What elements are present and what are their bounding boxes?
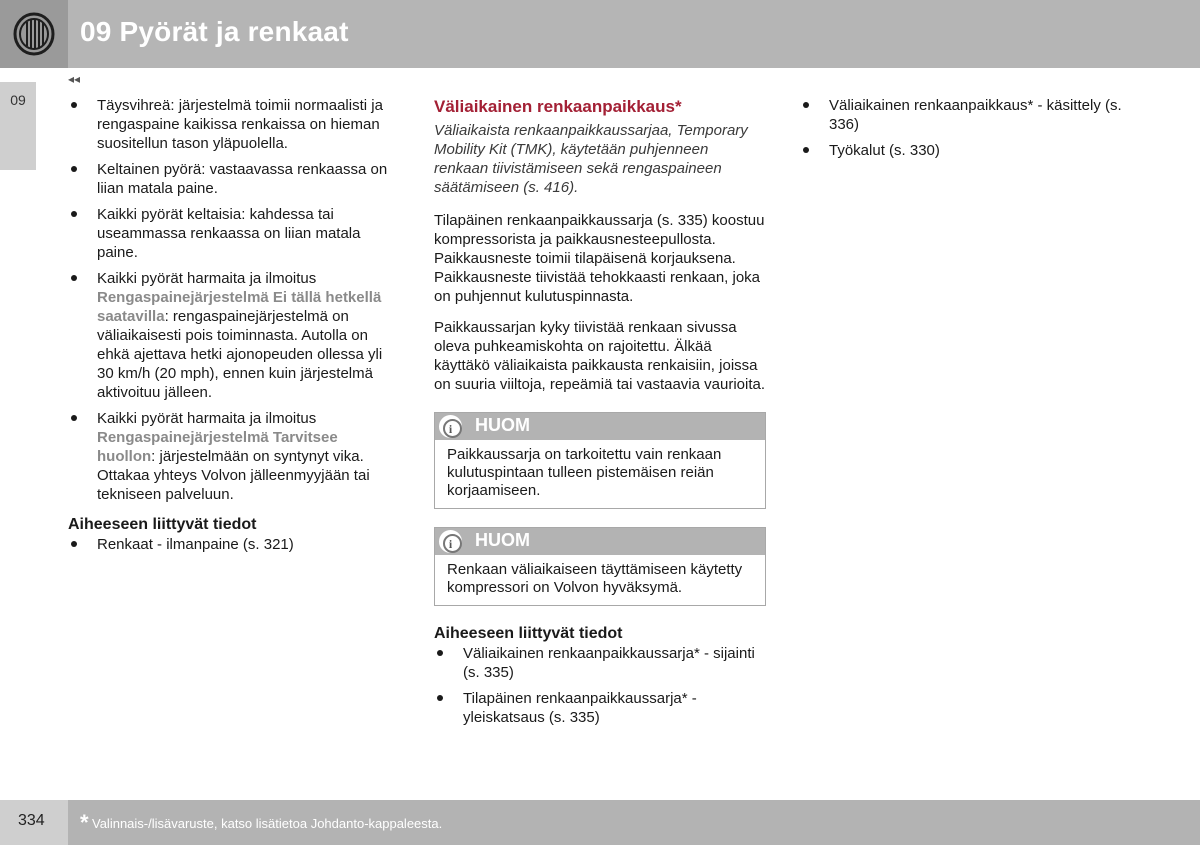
related-link[interactable]: Väliaikainen renkaanpaikkaus* - käsittely (s. 336) (800, 96, 1140, 134)
related-info-heading: Aiheeseen liittyvät tiedot (68, 516, 257, 533)
page-number: 334 (18, 812, 45, 829)
note-box (434, 412, 766, 509)
related-link[interactable]: Renkaat - ilmanpaine (s. 321) (68, 535, 396, 554)
paragraph: Paikkaussarjan kyky tiivistää renkaan sivussa oleva puhkeamiskohta on rajoitettu. Älkää käyttäkö väliaikaista paikkausta renkaisiin, joissa on suuria viiltoja, repeämiä tai vastaavia vaurioita. (434, 319, 766, 393)
tire-icon (13, 12, 55, 56)
note-label: HUOM (475, 415, 530, 435)
note-box (434, 527, 766, 606)
column-1 (68, 96, 396, 561)
note-text: Paikkaussarja on tarkoitettu vain renkaan kulutuspintaan tulleen pistemäisen reiän korjaamiseen. (447, 446, 722, 499)
column-3 (800, 96, 1140, 167)
paragraph: Tilapäinen renkaanpaikkaussarja (s. 335) koostuu kompressorista ja paikkausnesteepullosta. Paikkausneste toimii tilapäisenä korjauksena. Paikkausneste tiivistää tehokkaasti renkaan, joka on puhjennut kulutuspinnasta. (434, 212, 765, 305)
info-icon: i (439, 415, 462, 438)
chapter-header (0, 0, 1200, 68)
related-link[interactable]: Väliaikainen renkaanpaikkaussarja* - sijainti (s. 335) (434, 644, 766, 682)
system-message: Rengaspainejärjestelmä Ei tällä hetkellä saatavilla (97, 289, 382, 325)
status-list (68, 96, 396, 504)
list-item: Täysvihreä: järjestelmä toimii normaalisti ja rengaspaine kaikissa renkaissa on hieman suositellun tason yläpuolella. (68, 96, 396, 153)
section-intro: Väliaikaista renkaanpaikkaussarjaa, Temporary Mobility Kit (TMK), käytetään puhjenneen renkaan tiivistämiseen sekä rengaspaineen säätämiseen (s. 416). (434, 122, 748, 196)
related-link[interactable]: Tilapäinen renkaanpaikkaussarja* - yleiskatsaus (s. 335) (434, 689, 766, 727)
section-title: Väliaikainen renkaanpaikkaus* (434, 97, 682, 116)
system-message: Rengaspainejärjestelmä Tarvitsee huollon (97, 429, 338, 465)
chapter-icon-box (0, 0, 68, 68)
page-number-box (0, 800, 68, 845)
chapter-title: 09 Pyörät ja renkaat (80, 16, 349, 47)
related-info-heading: Aiheeseen liittyvät tiedot (434, 625, 623, 642)
note-header (435, 413, 765, 440)
list-item: Keltainen pyörä: vastaavassa renkaassa on liian matala paine. (68, 160, 396, 198)
note-label: HUOM (475, 530, 530, 550)
list-item: Kaikki pyörät keltaisia: kahdessa tai useammassa renkaassa on liian matala paine. (68, 205, 396, 262)
note-text: Renkaan väliaikaiseen täyttämiseen käytetty kompressori on Volvon hyväksymä. (447, 561, 743, 596)
continued-from-icon: ◂◂ (68, 72, 81, 86)
chapter-tab-label: 09 (10, 92, 26, 108)
note-header (435, 528, 765, 555)
related-list-continued (800, 96, 1140, 160)
chapter-tab (0, 82, 36, 170)
page-footer (0, 800, 1200, 845)
footer-note-bar (68, 800, 1200, 845)
related-list (68, 535, 396, 554)
related-list (434, 644, 766, 727)
footer-note: Valinnais-/lisävaruste, katso lisätietoa Johdanto-kappaleesta. (92, 816, 443, 831)
column-2 (434, 96, 766, 734)
info-icon: i (439, 530, 462, 553)
list-item: Kaikki pyörät harmaita ja ilmoitus Rengaspainejärjestelmä Ei tällä hetkellä saatavilla: rengaspainejärjestelmä on väliaikaisesti pois toiminnasta. Autolla on ehkä ajettava hetki ajonopeuden ollessa yli 30 km/h (20 mph), ennen kuin järjestelmä aktivoituu jälleen. (68, 269, 396, 402)
related-link[interactable]: Työkalut (s. 330) (800, 141, 1140, 160)
list-item: Kaikki pyörät harmaita ja ilmoitus Rengaspainejärjestelmä Tarvitsee huollon: järjestelmään on syntynyt vika. Ottakaa yhteys Volvon jälleenmyyjään tai tekniseen palveluun. (68, 409, 396, 504)
asterisk-icon: * (80, 810, 89, 835)
